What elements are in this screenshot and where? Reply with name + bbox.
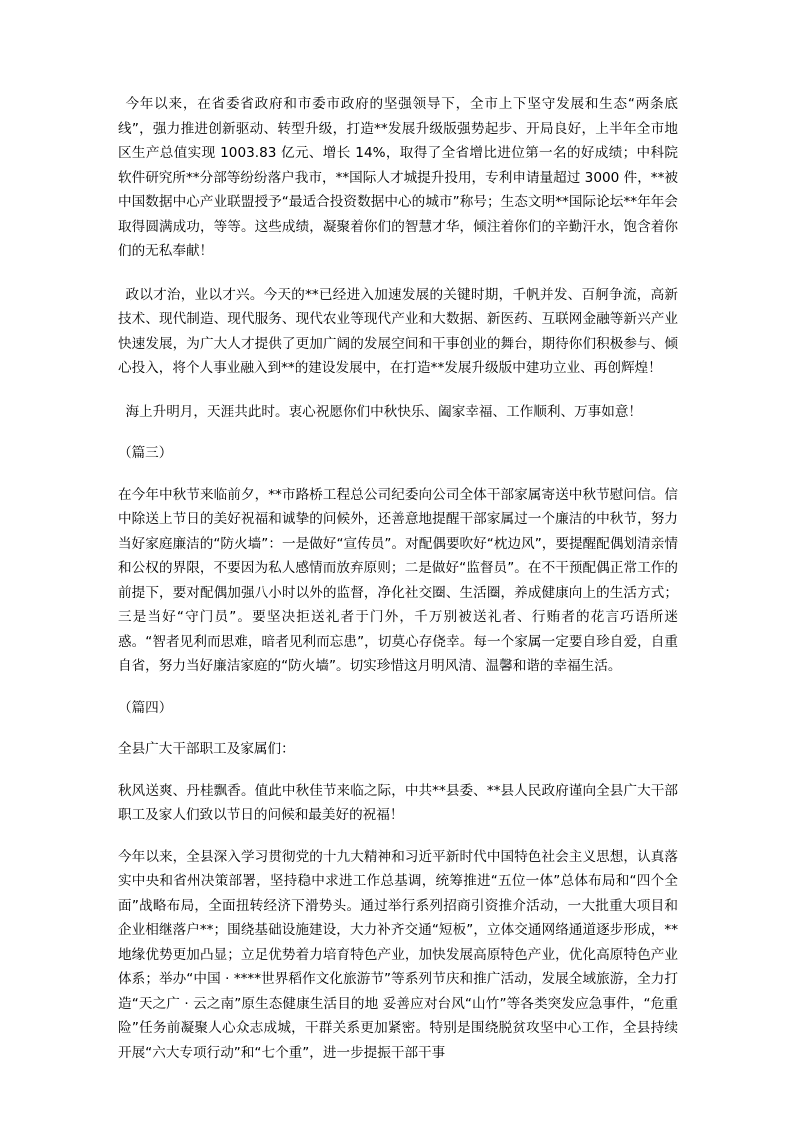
section-heading-part-four: （篇四） [118,699,173,716]
paragraph-achievements: 今年以来，在省委省政府和市委市政府的坚强领导下，全市上下坚守发展和生态“两条底线”，强力推进创新驱动、转型升级，打造**发展升级版强势起步、开局良好，上半年全市地区生产总值实现 1003.83 亿元、增长 14%，取得了全省增比进位第一名的好成绩；中科院软件研究所**分部等纷纷落户我市，**国际人才城提升投用，专利申请量超过 3000 件，**被中国数据中心产业联盟授予“最适合投资数据中心的城市”称号；生态文明**国际论坛**年年会取得圆满成功，等等。这些成绩，凝聚着你们的智慧才华，倾注着你们的辛勤汗水，饱含着你们的无私奉献！ [118,96,678,259]
salutation: 全县广大干部职工及家属们： [118,741,295,757]
section-heading-part-three: （篇三） [118,445,173,461]
document-page [118,92,678,1065]
paragraph-talent: 政以才治，业以才兴。今天的**已经进入加速发展的关键时期，千帆并发、百舸争流，高新技术、现代制造、现代服务、现代农业等现代产业和大数据、新医药、互联网金融等新兴产业快速发展，为广大人才提供了更加广阔的发展空间和干事创业的舞台，期待你们积极参与、倾心投入，将个人事业融入到**的建设发展中，在打造**发展升级版中建功立业、再创辉煌！ [118,286,678,376]
paragraph-integrity-letter: 在今年中秋节来临前夕，**市路桥工程总公司纪委向公司全体干部家属寄送中秋节慰问信。信中除送上节日的美好祝福和诚挚的问候外，还善意地提醒干部家属过一个廉洁的中秋节，努力当好家庭廉洁的“防火墙”：一是做好“宣传员”。对配偶要吹好“枕边风”，要提醒配偶划清亲情和公权的界限，不要因为私人感情而放弃原则；二是做好“监督员”。在不干预配偶正常工作的前提下，要对配偶加强八小时以外的监督，净化社交圈、生活圈，养成健康向上的生活方式；三是当好“守门员”。要坚决拒送礼者于门外，千万别被送礼者、行贿者的花言巧语所迷惑。“智者见利而思难，暗者见利而忘患”，切莫心存侥幸。每一个家属一定要自珍自爱，自重自省，努力当好廉洁家庭的“防火墙”。切实珍惜这月明风清、温馨和谐的幸福生活。 [118,486,678,674]
paragraph-county-progress: 今年以来，全县深入学习贯彻党的十九大精神和习近平新时代中国特色社会主义思想，认真落实中央和省州决策部署，坚持稳中求进工作总基调，统筹推进“五位一体”总体布局和“四个全面”战略布局，全面扭转经济下滑势头。通过举行系列招商引资推介活动，一大批重大项目和企业相继落户**；围绕基础设施建设，大力补齐交通“短板”，立体交通网络通道逐步形成，**地缘优势更加凸显；立足优势着力培育特色产业，加快发展高原特色产业，优化高原特色产业体系；举办“中国 · ****世界稻作文化旅游节”等系列节庆和推广活动，发展全域旅游，全力打造“天之广 · 云之南”原生态健康生活目的地 妥善应对台风“山竹”等各类突发应急事件，“危重险”任务前凝聚人心众志成城，干群关系更加紧密。特别是围绕脱贫攻坚中心工作，全县持续开展“六大专项行动”和“七个重”，进一步提振干部干事 [118,848,678,1061]
paragraph-festival-greeting: 秋风送爽、丹桂飘香。值此中秋佳节来临之际，中共**县委、**县人民政府谨向全县广大干部职工及家人们致以节日的问候和最美好的祝福！ [118,782,678,823]
paragraph-blessing: 海上升明月，天涯共此时。衷心祝愿你们中秋快乐、阖家幸福、工作顺利、万事如意！ [125,403,643,420]
